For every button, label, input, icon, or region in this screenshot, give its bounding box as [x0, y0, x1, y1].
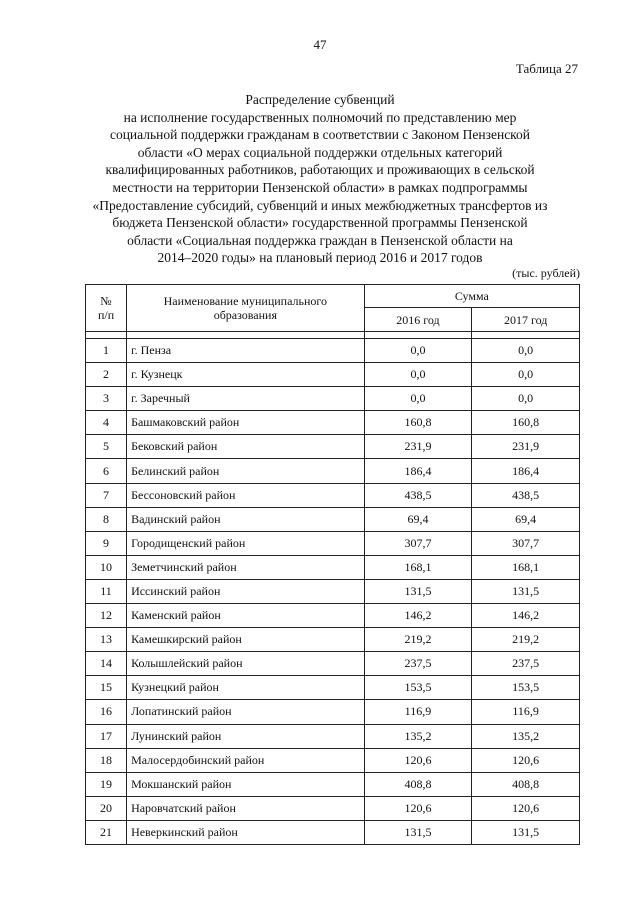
row-number: 21: [86, 820, 127, 844]
municipality-name: Бессоновский район: [127, 483, 365, 507]
title-line: 2014–2020 годы» на плановый период 2016 и 2017 годов: [157, 250, 483, 266]
municipality-name: Мокшанский район: [127, 772, 365, 796]
table-row: [86, 748, 580, 772]
municipality-name: Кузнецкий район: [127, 676, 365, 700]
header-year-2017: 2017 год: [472, 308, 580, 332]
value-2017: 69,4: [472, 507, 580, 531]
value-2016: 120,6: [364, 796, 472, 820]
page-number: 47: [313, 37, 327, 52]
table-row: [86, 700, 580, 724]
title-line: бюджета Пензенской области» государственной программы Пензенской: [112, 215, 528, 231]
table-row: [86, 459, 580, 483]
value-2016: 131,5: [364, 820, 472, 844]
value-2016: 219,2: [364, 628, 472, 652]
value-2016: 438,5: [364, 483, 472, 507]
value-2016: 135,2: [364, 724, 472, 748]
value-2016: 408,8: [364, 772, 472, 796]
header-sum: Сумма: [364, 285, 579, 308]
title-line: области «Социальная поддержка граждан в Пензенской области на: [127, 232, 513, 248]
subventions-table: [85, 284, 580, 845]
value-2016: 0,0: [364, 363, 472, 387]
title-line: квалифицированных работников, работающих и проживающих в сельской: [105, 162, 535, 178]
municipality-name: Колышлейский район: [127, 652, 365, 676]
table-row: [86, 339, 580, 363]
document-title: [60, 91, 580, 267]
value-2016: 131,5: [364, 579, 472, 603]
value-2016: 120,6: [364, 748, 472, 772]
row-number: 9: [86, 531, 127, 555]
title-line: на исполнение государственных полномочий по представлению мер: [123, 109, 517, 125]
value-2017: 160,8: [472, 411, 580, 435]
table-row: [86, 820, 580, 844]
value-2016: 237,5: [364, 652, 472, 676]
table-row: [86, 483, 580, 507]
row-number: 7: [86, 483, 127, 507]
municipality-name: Лопатинский район: [127, 700, 365, 724]
title-line: местности на территории Пензенской области» в рамках подпрограммы: [112, 179, 528, 195]
value-2016: 153,5: [364, 676, 472, 700]
municipality-name: г. Пенза: [127, 339, 365, 363]
title-line: Распределение субвенций: [245, 92, 395, 107]
table-row: [86, 604, 580, 628]
header-num: № п/п: [86, 285, 127, 332]
row-number: 6: [86, 459, 127, 483]
municipality-name: Неверкинский район: [127, 820, 365, 844]
row-number: 15: [86, 676, 127, 700]
row-number: 1: [86, 339, 127, 363]
row-number: 5: [86, 435, 127, 459]
municipality-name: Бековский район: [127, 435, 365, 459]
value-2016: 168,1: [364, 555, 472, 579]
value-2016: 307,7: [364, 531, 472, 555]
municipality-name: г. Кузнецк: [127, 363, 365, 387]
municipality-name: Башмаковский район: [127, 411, 365, 435]
value-2016: 116,9: [364, 700, 472, 724]
units-label: (тыс. рублей): [512, 266, 580, 280]
value-2017: 146,2: [472, 604, 580, 628]
header-name: Наименование муниципального образования: [127, 285, 365, 332]
header-spacer-row: [86, 332, 580, 339]
row-number: 2: [86, 363, 127, 387]
table-row: [86, 555, 580, 579]
title-line: социальной поддержки гражданам в соответствии с Законом Пензенской: [109, 127, 531, 143]
header-year-2016: 2016 год: [364, 308, 472, 332]
row-number: 3: [86, 387, 127, 411]
value-2017: 0,0: [472, 363, 580, 387]
row-number: 19: [86, 772, 127, 796]
row-number: 11: [86, 579, 127, 603]
value-2017: 120,6: [472, 796, 580, 820]
value-2017: 231,9: [472, 435, 580, 459]
row-number: 13: [86, 628, 127, 652]
value-2017: 168,1: [472, 555, 580, 579]
value-2016: 160,8: [364, 411, 472, 435]
municipality-name: Наровчатский район: [127, 796, 365, 820]
row-number: 18: [86, 748, 127, 772]
value-2017: 131,5: [472, 579, 580, 603]
value-2017: 131,5: [472, 820, 580, 844]
table-row: [86, 724, 580, 748]
table-row: [86, 411, 580, 435]
table-row: [86, 507, 580, 531]
value-2016: 0,0: [364, 339, 472, 363]
value-2017: 153,5: [472, 676, 580, 700]
value-2016: 231,9: [364, 435, 472, 459]
municipality-name: Земетчинский район: [127, 555, 365, 579]
value-2017: 120,6: [472, 748, 580, 772]
title-line: «Предоставление субсидий, субвенций и иных межбюджетных трансфертов из: [92, 197, 548, 213]
table-row: [86, 579, 580, 603]
table-row: [86, 435, 580, 459]
title-line: области «О мерах социальной поддержки отдельных категорий: [137, 144, 503, 160]
row-number: 4: [86, 411, 127, 435]
row-number: 17: [86, 724, 127, 748]
municipality-name: Иссинский район: [127, 579, 365, 603]
municipality-name: Каменский район: [127, 604, 365, 628]
municipality-name: Городищенский район: [127, 531, 365, 555]
value-2017: 237,5: [472, 652, 580, 676]
row-number: 20: [86, 796, 127, 820]
value-2016: 0,0: [364, 387, 472, 411]
value-2017: 219,2: [472, 628, 580, 652]
municipality-name: г. Заречный: [127, 387, 365, 411]
table-row: [86, 628, 580, 652]
value-2017: 186,4: [472, 459, 580, 483]
value-2017: 116,9: [472, 700, 580, 724]
table-label: Таблица 27: [515, 61, 578, 76]
value-2017: 438,5: [472, 483, 580, 507]
municipality-name: Камешкирский район: [127, 628, 365, 652]
row-number: 10: [86, 555, 127, 579]
value-2016: 186,4: [364, 459, 472, 483]
municipality-name: Вадинский район: [127, 507, 365, 531]
table-row: [86, 772, 580, 796]
row-number: 14: [86, 652, 127, 676]
row-number: 16: [86, 700, 127, 724]
row-number: 12: [86, 604, 127, 628]
table-row: [86, 676, 580, 700]
table-body: [86, 339, 580, 845]
value-2016: 146,2: [364, 604, 472, 628]
municipality-name: Белинский район: [127, 459, 365, 483]
value-2017: 307,7: [472, 531, 580, 555]
table-row: [86, 652, 580, 676]
value-2017: 0,0: [472, 387, 580, 411]
table-row: [86, 531, 580, 555]
municipality-name: Лунинский район: [127, 724, 365, 748]
municipality-name: Малосердобинский район: [127, 748, 365, 772]
table-row: [86, 387, 580, 411]
table-row: [86, 796, 580, 820]
value-2016: 69,4: [364, 507, 472, 531]
row-number: 8: [86, 507, 127, 531]
table-row: [86, 363, 580, 387]
value-2017: 135,2: [472, 724, 580, 748]
value-2017: 408,8: [472, 772, 580, 796]
value-2017: 0,0: [472, 339, 580, 363]
